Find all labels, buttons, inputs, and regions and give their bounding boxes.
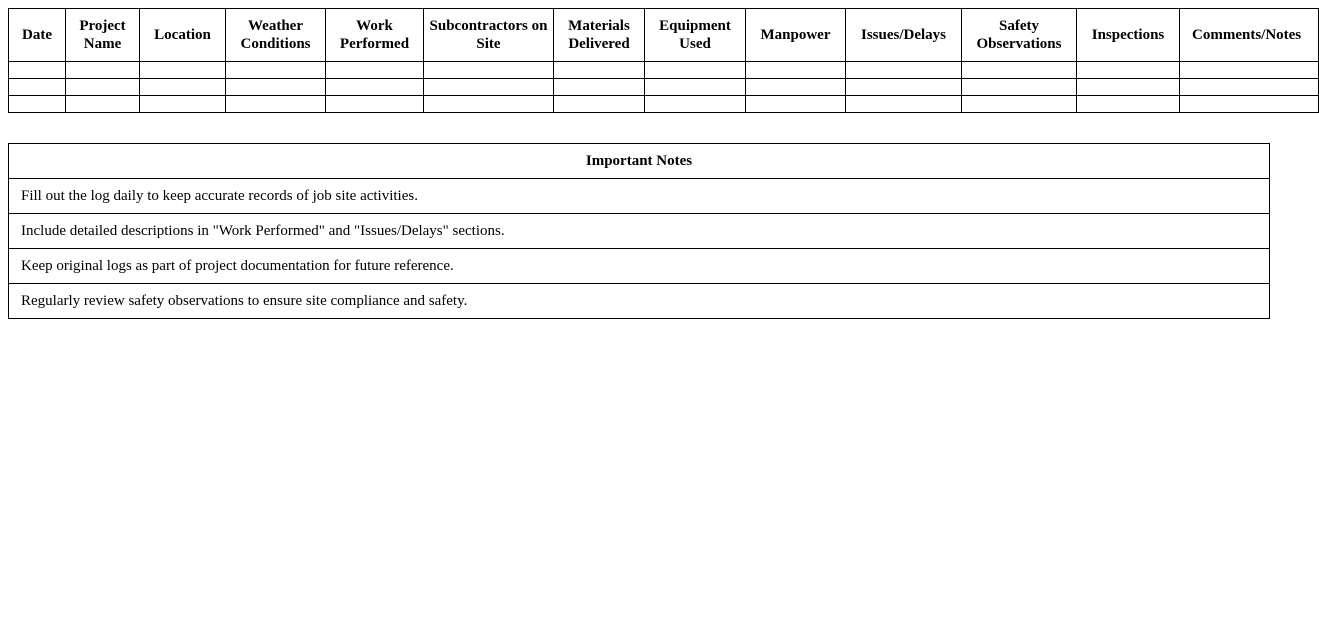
notes-header-row: [9, 144, 1270, 179]
column-header-location: Location: [140, 9, 226, 62]
table-cell[interactable]: [66, 96, 140, 113]
table-cell[interactable]: [66, 62, 140, 79]
table-cell[interactable]: [9, 79, 66, 96]
column-header-project-name: Project Name: [66, 9, 140, 62]
notes-title: Important Notes: [9, 144, 1270, 179]
table-cell[interactable]: [66, 79, 140, 96]
table-cell[interactable]: [746, 62, 846, 79]
note-row: [9, 284, 1270, 319]
table-cell[interactable]: [1180, 62, 1319, 79]
daily-log-table-wrapper: [8, 8, 1302, 113]
table-cell[interactable]: [424, 62, 554, 79]
column-header-date: Date: [9, 9, 66, 62]
note-item: Keep original logs as part of project documentation for future reference.: [9, 249, 1270, 284]
table-cell[interactable]: [1077, 96, 1180, 113]
table-cell[interactable]: [554, 62, 645, 79]
column-header-manpower: Manpower: [746, 9, 846, 62]
note-row: [9, 214, 1270, 249]
table-cell[interactable]: [226, 79, 326, 96]
table-cell[interactable]: [846, 79, 962, 96]
table-row: [9, 79, 1319, 96]
column-header-inspections: Inspections: [1077, 9, 1180, 62]
column-header-comments-notes: Comments/Notes: [1180, 9, 1319, 62]
important-notes-table: [8, 143, 1270, 319]
table-cell[interactable]: [1180, 96, 1319, 113]
column-header-safety-observations: Safety Observations: [962, 9, 1077, 62]
column-header-work-performed: Work Performed: [326, 9, 424, 62]
table-cell[interactable]: [326, 96, 424, 113]
column-header-weather-conditions: Weather Conditions: [226, 9, 326, 62]
table-cell[interactable]: [645, 62, 746, 79]
column-header-materials-delivered: Materials Delivered: [554, 9, 645, 62]
table-cell[interactable]: [1077, 62, 1180, 79]
table-cell[interactable]: [846, 96, 962, 113]
column-header-issues-delays: Issues/Delays: [846, 9, 962, 62]
table-cell[interactable]: [424, 96, 554, 113]
table-cell[interactable]: [226, 62, 326, 79]
table-cell[interactable]: [9, 62, 66, 79]
daily-log-table: [8, 8, 1319, 113]
table-row: [9, 96, 1319, 113]
table-cell[interactable]: [962, 62, 1077, 79]
table-cell[interactable]: [846, 62, 962, 79]
table-cell[interactable]: [962, 96, 1077, 113]
column-header-subcontractors: Subcontractors on Site: [424, 9, 554, 62]
table-cell[interactable]: [226, 96, 326, 113]
table-row: [9, 62, 1319, 79]
table-cell[interactable]: [140, 79, 226, 96]
table-cell[interactable]: [424, 79, 554, 96]
table-cell[interactable]: [645, 79, 746, 96]
note-row: [9, 249, 1270, 284]
table-cell[interactable]: [326, 62, 424, 79]
column-header-equipment-used: Equipment Used: [645, 9, 746, 62]
table-cell[interactable]: [746, 96, 846, 113]
note-row: [9, 179, 1270, 214]
note-item: Regularly review safety observations to ensure site compliance and safety.: [9, 284, 1270, 319]
table-cell[interactable]: [746, 79, 846, 96]
table-cell[interactable]: [554, 79, 645, 96]
table-cell[interactable]: [9, 96, 66, 113]
table-cell[interactable]: [140, 96, 226, 113]
note-item: Include detailed descriptions in "Work Performed" and "Issues/Delays" sections.: [9, 214, 1270, 249]
table-cell[interactable]: [140, 62, 226, 79]
log-header-row: [9, 9, 1319, 62]
table-cell[interactable]: [1077, 79, 1180, 96]
table-cell[interactable]: [554, 96, 645, 113]
note-item: Fill out the log daily to keep accurate records of job site activities.: [9, 179, 1270, 214]
table-cell[interactable]: [326, 79, 424, 96]
table-cell[interactable]: [645, 96, 746, 113]
table-cell[interactable]: [962, 79, 1077, 96]
table-cell[interactable]: [1180, 79, 1319, 96]
